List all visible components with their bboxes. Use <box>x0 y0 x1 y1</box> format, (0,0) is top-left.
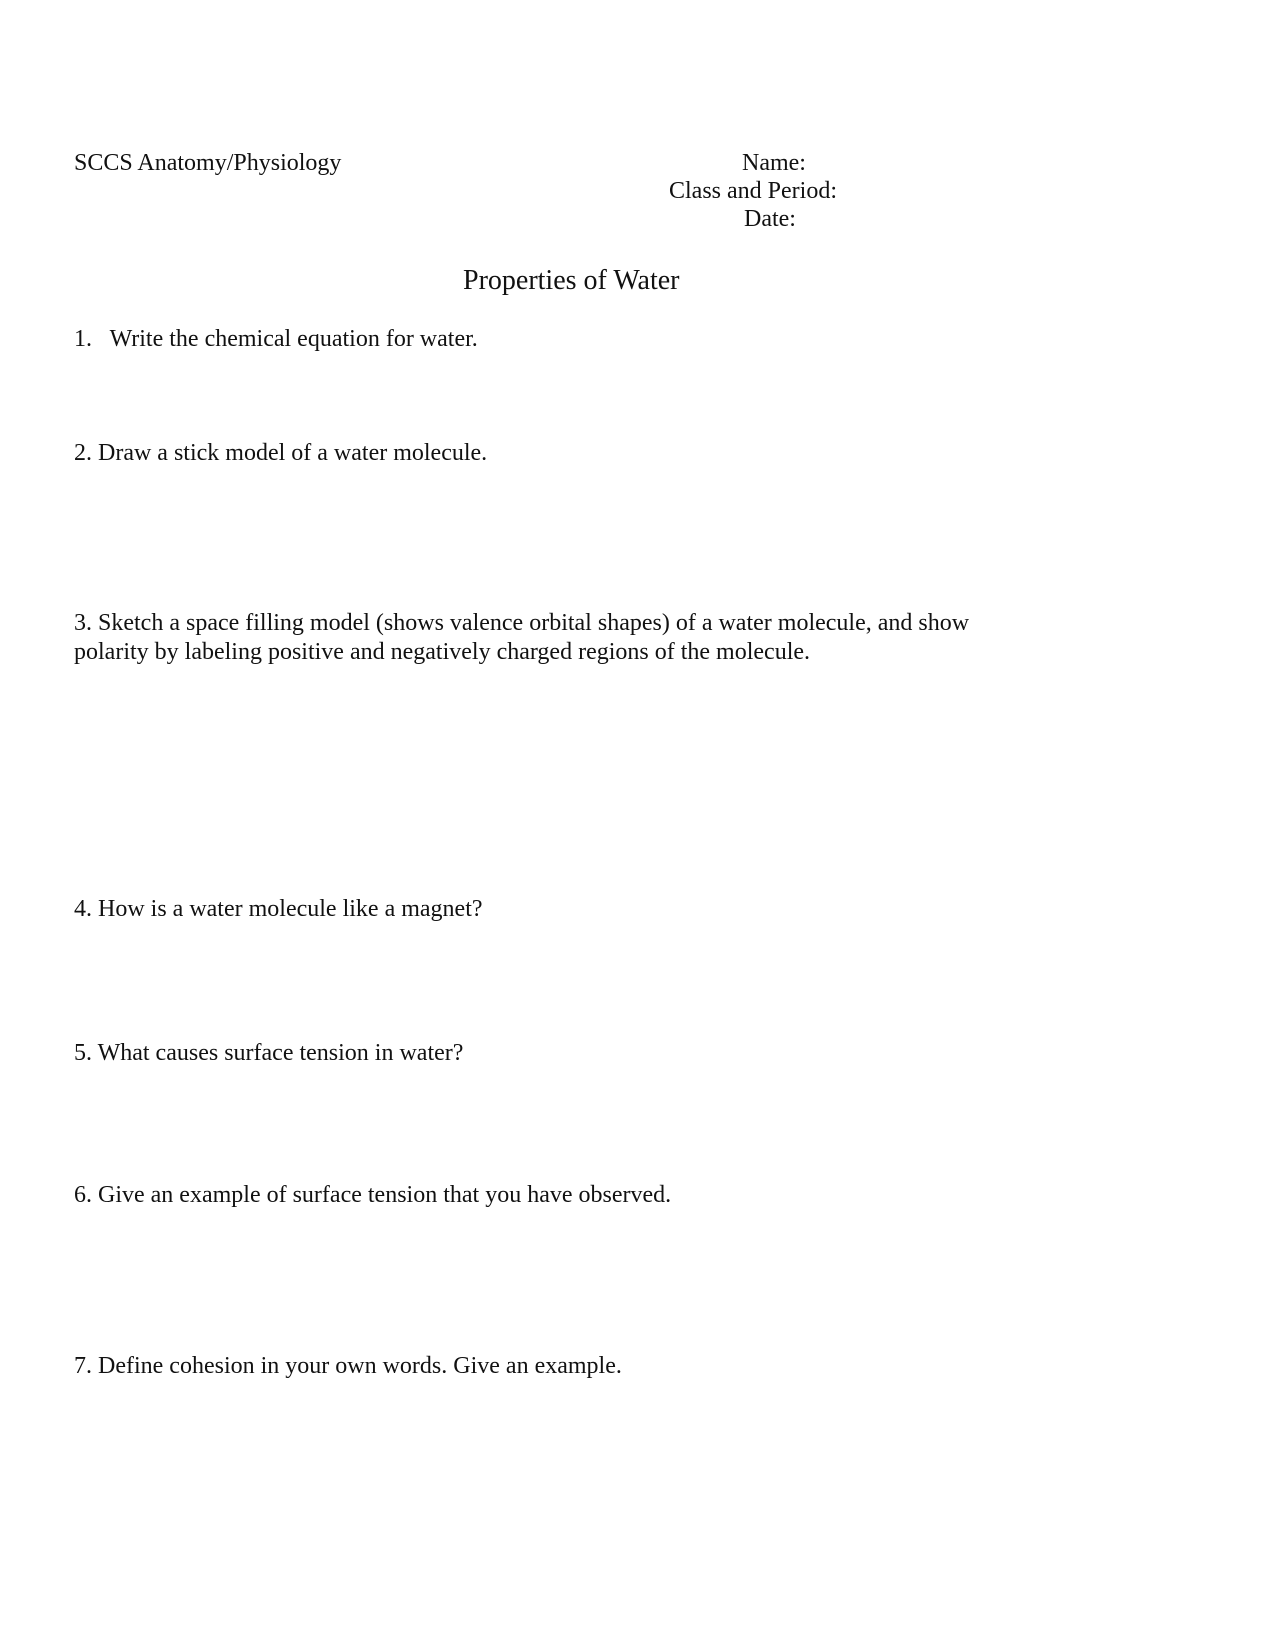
student-info-block <box>620 149 920 233</box>
question-number: 6. <box>74 1182 92 1208</box>
question-3 <box>74 609 969 667</box>
question-number: 2. <box>74 440 92 466</box>
question-line-2: polarity by labeling positive and negatively charged regions of the molecule. <box>74 639 811 665</box>
question-number: 7. <box>74 1353 92 1379</box>
question-4 <box>74 895 483 924</box>
question-7 <box>74 1352 622 1381</box>
question-number: 4. <box>74 896 92 922</box>
question-number: 3. <box>74 610 92 636</box>
page-title: Properties of Water <box>463 265 680 296</box>
course-title: SCCS Anatomy/Physiology <box>74 150 342 176</box>
question-number: 1. <box>74 326 92 352</box>
question-text: How is a water molecule like a magnet? <box>98 896 483 922</box>
question-2 <box>74 439 487 468</box>
question-text: Give an example of surface tension that you have observed. <box>98 1182 672 1208</box>
question-text: Draw a stick model of a water molecule. <box>98 440 488 466</box>
question-6 <box>74 1181 671 1210</box>
question-number: 5. <box>74 1040 92 1066</box>
class-period-label: Class and Period: <box>669 178 837 204</box>
name-label: Name: <box>742 150 806 176</box>
question-text: What causes surface tension in water? <box>97 1040 464 1066</box>
question-5 <box>74 1039 463 1068</box>
question-text: Write the chemical equation for water. <box>109 326 478 352</box>
question-text: Sketch a space filling model (shows valence orbital shapes) of a water molecule, and show <box>98 610 970 636</box>
question-line-1 <box>74 609 969 638</box>
question-1 <box>74 325 478 354</box>
date-label: Date: <box>744 206 796 232</box>
question-text: Define cohesion in your own words. Give an example. <box>98 1353 622 1379</box>
